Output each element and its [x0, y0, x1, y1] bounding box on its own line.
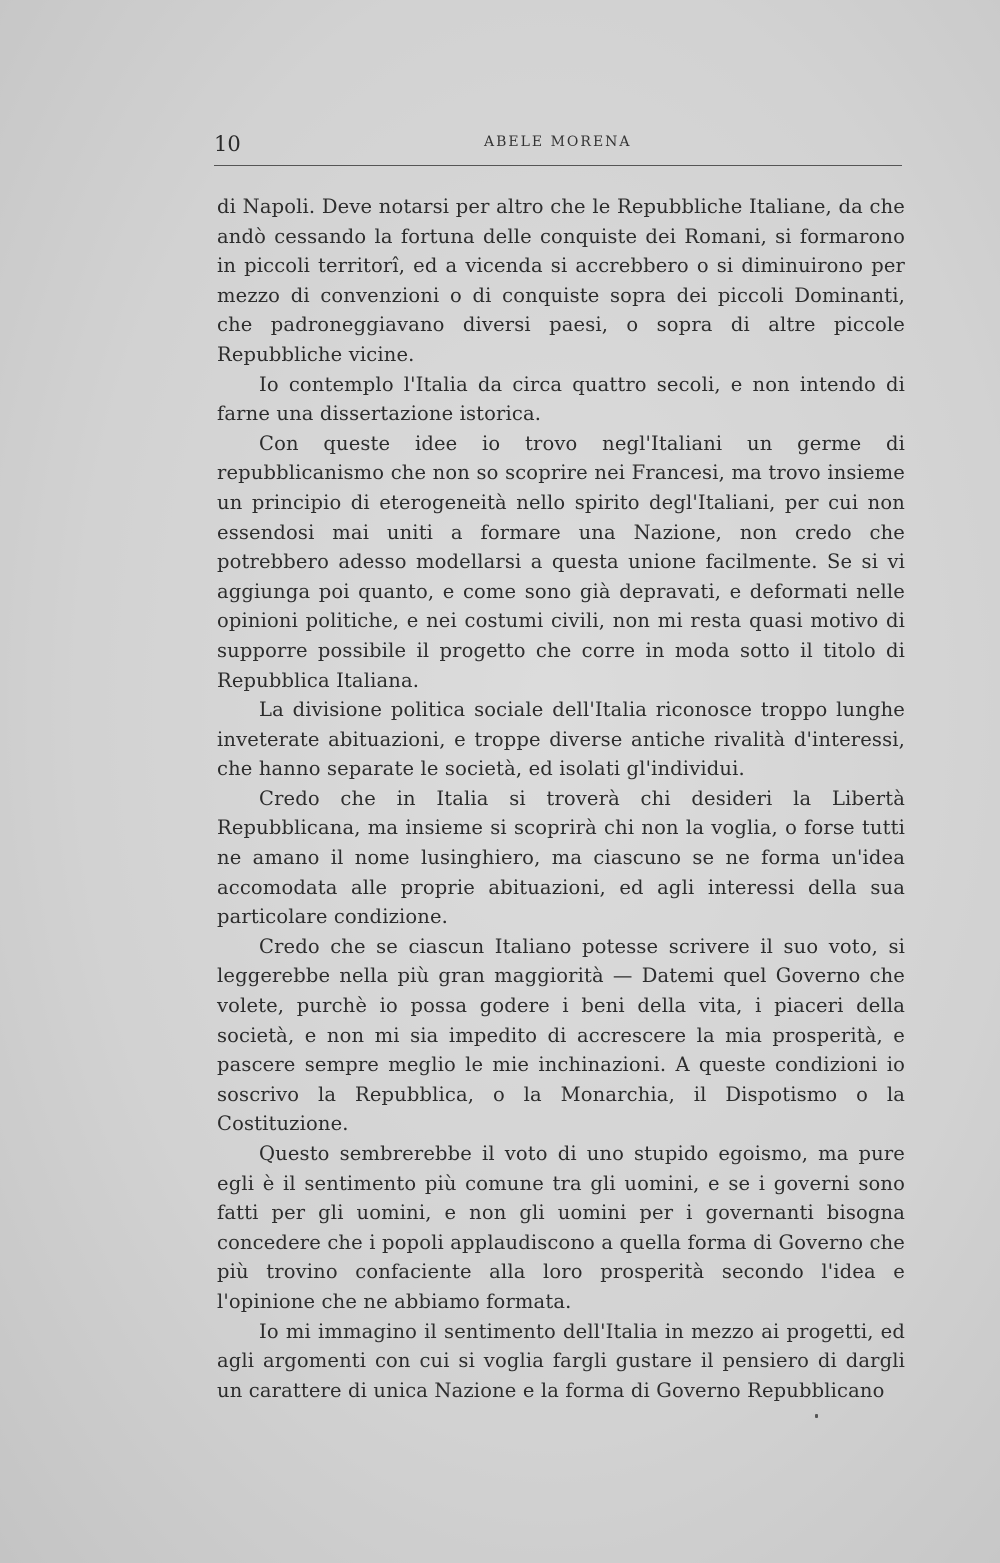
paragraph-8: Io mi immagino il sentimento dell'Italia in mezzo ai progetti, ed agli argomenti con cui si voglia fargli gustare il pensiero di dargli un carattere di unica Nazione e la forma di Governo Repubblicano: [217, 1319, 905, 1402]
paper-speck: [815, 1414, 818, 1418]
paragraph-7: Questo sembrerebbe il voto di uno stupido egoismo, ma pure egli è il sentimento più comune tra gli uomini, e se i governi sono fatti per gli uomini, e non gli uomini per i governanti bisogna concedere che i popoli applaudiscono a quella forma di Governo che più trovino confaciente alla loro prosperità secondo l'idea e l'opinione che ne abbiamo formata.: [217, 1142, 905, 1313]
paragraph-3: Con queste idee io trovo negl'Italiani un germe di repubblicanismo che non so scoprire nei Francesi, ma trovo insieme un principio di eterogeneità nello spirito degl'Italiani, per cui non essendosi mai uniti a formare una Nazione, non credo che potrebbero adesso modellarsi a questa unione facilmente. Se si vi aggiunga poi quanto, e come sono già depravati, e deformati nelle opinioni politiche, e nei costumi civili, non mi resta quasi motivo di supporre possibile il progetto che corre in moda sotto il titolo di Repubblica Italiana.: [217, 431, 905, 692]
running-head: [214, 128, 902, 168]
page-number: 10: [214, 132, 241, 156]
body-text: [217, 192, 905, 1405]
paragraph-4: La divisione politica sociale dell'Italia riconosce troppo lunghe inveterate abituazioni, e troppe diverse antiche rivalità d'interessi, che hanno separate le società, ed isolati gl'individui.: [217, 698, 905, 781]
paragraph-6: Credo che se ciascun Italiano potesse scrivere il suo voto, si leggerebbe nella più gran maggiorità — Datemi quel Governo che volete, purchè io possa godere i beni della vita, i piaceri della società, e non mi sia impedito di accrescere la mia prosperità, e pascere sempre meglio le mie inchinazioni. A queste condizioni io soscrivo la Repubblica, o la Monarchia, il Dispotismo o la Costituzione.: [217, 934, 905, 1136]
running-title: ABELE MORENA: [484, 134, 632, 150]
paragraph-2: Io contemplo l'Italia da circa quattro secoli, e non intendo di farne una dissertazione istorica.: [217, 372, 905, 426]
header-rule: [214, 165, 902, 166]
paragraph-1: di Napoli. Deve notarsi per altro che le Repubbliche Italiane, da che andò cessando la fortuna delle conquiste dei Romani, si formarono in piccoli territorî, ed a vicenda si accrebbero o si diminuirono per mezzo di convenzioni o di conquiste sopra dei piccoli Dominanti, che padroneggiavano diversi paesi, o sopra di altre piccole Repubbliche vicine.: [217, 195, 905, 366]
paragraph-5: Credo che in Italia si troverà chi desideri la Libertà Repubblicana, ma insieme si scoprirà chi non la voglia, o forse tutti ne amano il nome lusinghiero, ma ciascuno se ne forma un'idea accomodata alle proprie abituazioni, ed agli interessi della sua particolare condizione.: [217, 786, 905, 929]
